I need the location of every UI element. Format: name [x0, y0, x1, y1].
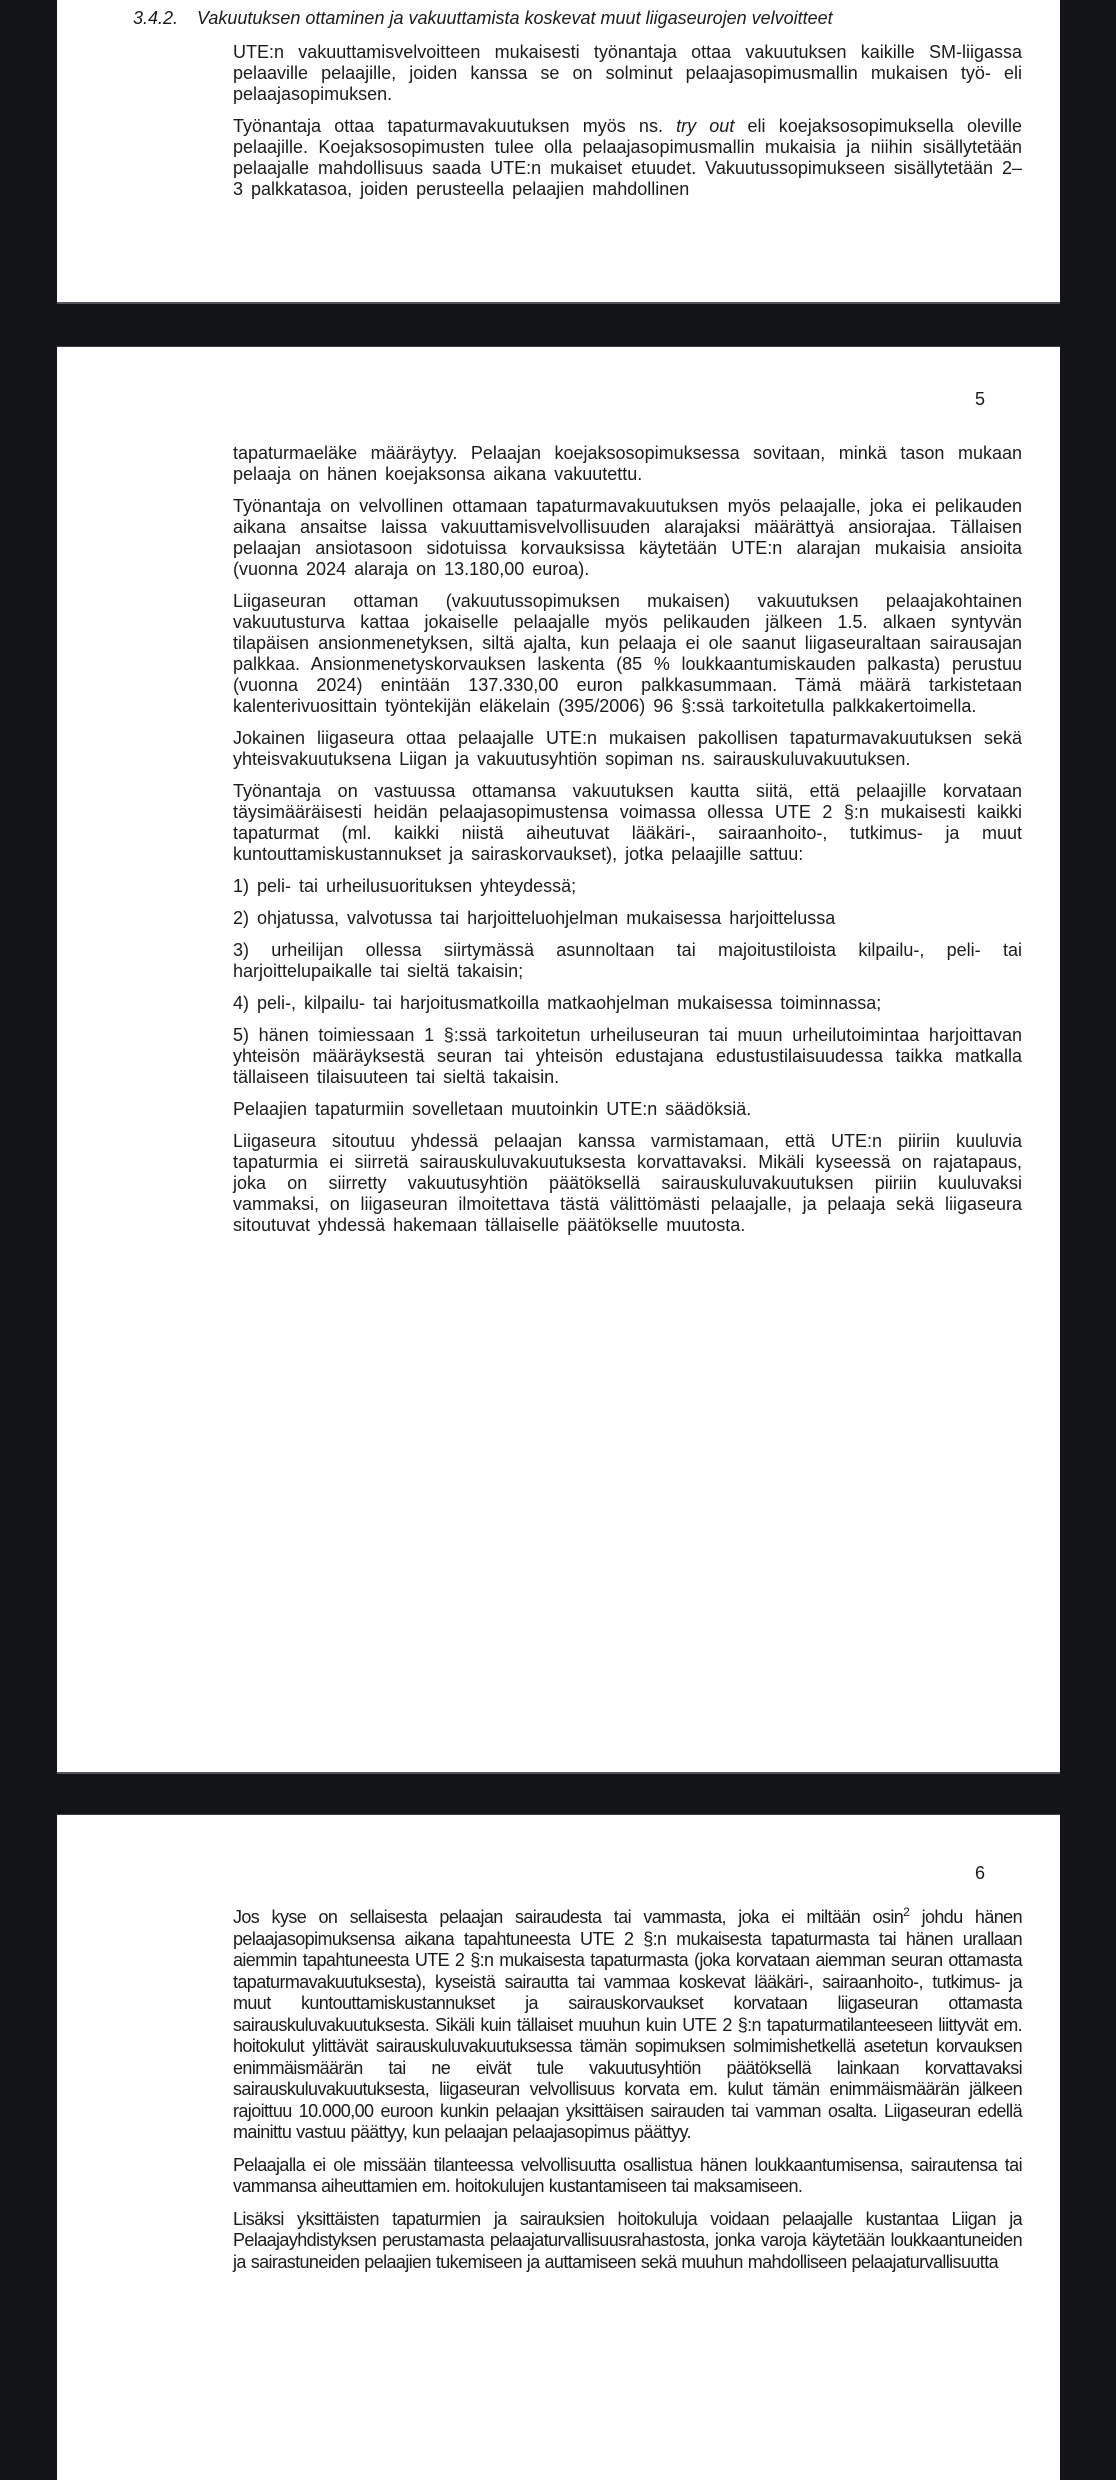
section-heading: [133, 8, 1022, 29]
paragraph: Pelaajalla ei ole missään tilanteessa velvollisuutta osallistua hänen loukkaantumisensa, sairautensa tai vammansa aiheuttamien em. hoitokulujen kustantamiseen tai maksamiseen.: [233, 2154, 1022, 2196]
paragraph: Liigaseura sitoutuu yhdessä pelaajan kanssa varmistamaan, että UTE:n piiriin kuuluvia tapaturmia ei siirretä sairauskuluvakuutuksesta korvattavaksi. Mikäli kyseessä on rajatapaus, joka on siirretty vakuutusyhtiön päätöksellä sairauskuluvakuutuksen piiriin kuuluvaksi vammaksi, on liigaseuran ilmoitettava tästä välittömästi pelaajalle, ja pelaaja sekä liigaseura sitoutuvat yhdessä hakemaan tällaiselle päätökselle muutosta.: [233, 1131, 1022, 1235]
page-content: [57, 347, 1060, 1236]
section-title: Vakuutuksen ottaminen ja vakuuttamista koskevat muut liigaseurojen velvoitteet: [197, 8, 833, 28]
list-item: 3) urheilijan ollessa siirtymässä asunnoltaan tai majoitustiloista kilpailu-, peli- tai harjoittelupaikalle tai sieltä takaisin;: [233, 940, 1022, 981]
list-item: 4) peli-, kilpailu- tai harjoitusmatkoilla matkaohjelman mukaisessa toiminnassa;: [233, 993, 882, 1013]
page-fragment-6: [57, 1814, 1060, 2480]
list-item: 2) ohjatussa, valvotussa tai harjoitteluohjelman mukaisessa harjoittelussa: [233, 908, 836, 928]
paragraph: Työnantaja ottaa tapaturmavakuutuksen myös ns. try out eli koejaksosopimuksella oleville pelaajille. Koejaksosopimusten tulee olla pelaajasopimusmallin mukaisia ja niihin sisällytetään pelaajalle mahdollisuus saada UTE:n mukaiset etuudet. Vakuutussopimukseen sisällytetään 2–3 palkkatasoa, joiden perusteella pelaajien mahdollinen: [233, 116, 1022, 199]
page-content: [57, 1815, 1060, 2273]
paragraph: Liigaseuran ottaman (vakuutussopimuksen mukaisen) vakuutuksen pelaajakohtainen vakuutusturva kattaa jokaiselle pelaajalle myös pelikauden jälkeen 1.5. alkaen syntyvän tilapäisen ansionmenetyksen, siltä ajalta, kun pelaaja ei ole saanut liigaseuraltaan sairausajan palkkaa. Ansionmenetyskorvauksen laskenta (85 % loukkaantumiskauden palkasta) perustuu (vuonna 2024) enintään 137.330,00 euron palkkasummaan. Tämä määrä tarkistetaan kalenterivuosittain työntekijän eläkelain (395/2006) 96 §:ssä tarkoitetulla palkkakertoimella.: [233, 591, 1022, 716]
paragraph: Jos kyse on sellaisesta pelaajan sairaudesta tai vammasta, joka ei miltään osin$^2$ johdu hänen pelaajasopimuksensa aikana tapahtuneesta UTE 2 §:n mukaisesta tapaturmasta tai hänen urallaan aiemmin tapahtuneesta UTE 2 §:n mukaisesta tapaturmasta (joka korvataan aiemman seuran ottamasta tapaturmavakuutuksesta), kyseistä sairautta tai vammaa koskevat lääkäri-, sairaanhoito-, tutkimus- ja muut kuntouttamiskustannukset ja sairauskorvaukset korvataan liigaseuran ottamasta sairauskuluvakuutuksesta. Sikäli kuin tällaiset muuhun kuin UTE 2 §:n tapaturmatilanteeseen liittyvät em. hoitokulut ylittävät sairauskuluvakuutuksessa tämän sopimuksen solmimishetkellä asetetun korvauksen enimmäismäärän tai ne eivät tule vakuutusyhtiön päätöksellä lainkaan korvattavaksi sairauskuluvakuutuksesta, liigaseuran velvollisuus korvata em. kulut tämän enimmäismäärän jälkeen rajoittuu 10.000,00 euroon kunkin pelaajan yksittäisen sairauden tai vamman osalta. Liigaseuran edellä mainittu vastuu päättyy, kun pelaajan pelaajasopimus päättyy.: [233, 1905, 1022, 2142]
page-number: 6: [974, 1863, 985, 1883]
list-item: 1) peli- tai urheilusuorituksen yhteydessä;: [233, 876, 577, 896]
list-item: 5) hänen toimiessaan 1 §:ssä tarkoitetun urheiluseuran tai muun urheilutoimintaa harjoittavan yhteisön määräyksestä seuran tai yhteisön edustajana edustustilaisuudessa taikka matkalla tällaiseen tilaisuuteen tai sieltä takaisin.: [233, 1025, 1022, 1087]
page-number: 5: [974, 389, 985, 409]
page-fragment-top: [57, 0, 1060, 304]
paragraph: Työnantaja on velvollinen ottamaan tapaturmavakuutuksen myös pelaajalle, joka ei pelikauden aikana ansaitse laissa vakuuttamisvelvollisuuden alarajaksi määrättyä ansiorajaa. Tällaisen pelaajan ansiotasoon sidotuissa korvauksissa käytetään UTE:n alarajan mukaisia ansioita (vuonna 2024 alaraja on 13.180,00 euroa).: [233, 496, 1022, 579]
page-fragment-5: [57, 346, 1060, 1774]
section-number: 3.4.2.: [133, 8, 179, 28]
paragraph: Lisäksi yksittäisten tapaturmien ja sairauksien hoitokuluja voidaan pelaajalle kustantaa Liigan ja Pelaajayhdistyksen perustamasta pelaajaturvallisuusrahastosta, jonka varoja käytetään loukkaantuneiden ja sairastuneiden pelaajien tukemiseen ja auttamiseen sekä muuhun mahdolliseen pelaajaturvallisuutta: [233, 2208, 1022, 2272]
paragraph: Pelaajien tapaturmiin sovelletaan muutoinkin UTE:n säädöksiä.: [233, 1099, 752, 1119]
paragraph: Jokainen liigaseura ottaa pelaajalle UTE:n mukaisen pakollisen tapaturmavakuutuksen sekä yhteisvakuutuksena Liigan ja vakuutusyhtiön sopiman ns. sairauskuluvakuutuksen.: [233, 728, 1022, 769]
paragraph: Työnantaja on vastuussa ottamansa vakuutuksen kautta siitä, että pelaajille korvataan täysimääräisesti heidän pelaajasopimustensa voimassa ollessa UTE 2 §:n mukaisesti kaikki tapaturmat (ml. kaikki niistä aiheutuvat lääkäri-, sairaanhoito-, tutkimus- ja muut kuntouttamiskustannukset ja sairaskorvaukset), jotka pelaajille sattuu:: [233, 781, 1022, 864]
paragraph: UTE:n vakuuttamisvelvoitteen mukaisesti työnantaja ottaa vakuutuksen kaikille SM-liigassa pelaaville pelaajille, joiden kanssa se on solminut pelaajasopimusmallin mukaisen työ- eli pelaajasopimuksen.: [233, 42, 1022, 104]
page-content: [57, 0, 1060, 200]
paragraph: tapaturmaeläke määräytyy. Pelaajan koejaksosopimuksessa sovitaan, minkä tason mukaan pelaaja on hänen koejaksonsa aikana vakuutettu.: [233, 443, 1022, 484]
